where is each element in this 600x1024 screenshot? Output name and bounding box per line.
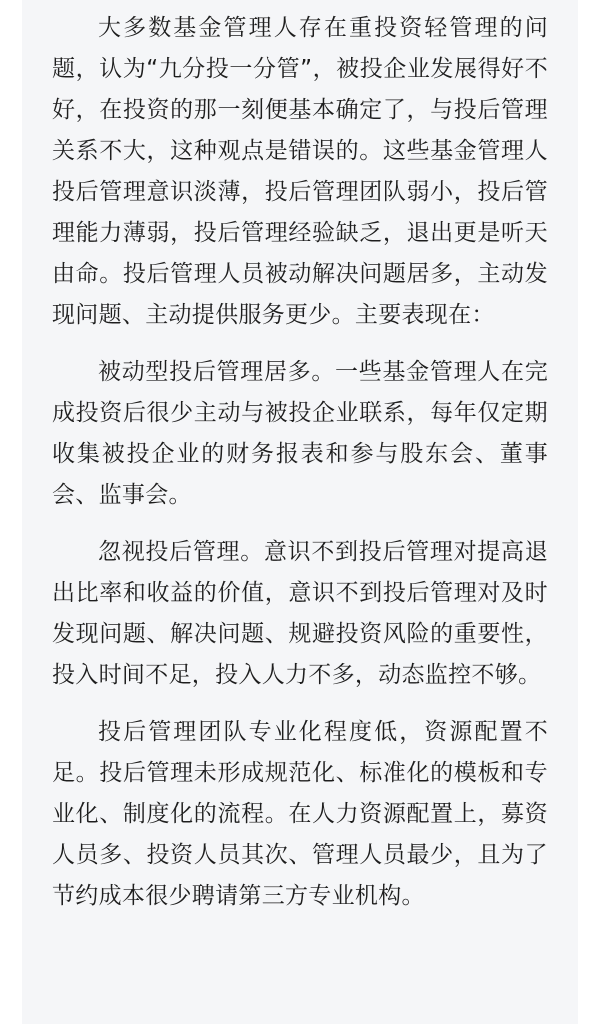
paragraph-low-professionalism: 投后管理团队专业化程度低，资源配置不足。投后管理未形成规范化、标准化的模板和专业化、制度化的流程。在人力资源配置上，募资人员多、投资人员其次、管理人员最少，且为了节约成本很少聘请第三方专业机构。 xyxy=(52,719,548,909)
paragraph-neglect-management: 忽视投后管理。意识不到投后管理对提高退出比率和收益的价值，意识不到投后管理对及时发现问题、解决问题、规避投资风险的重要性，投入时间不足，投入人力不多，动态监控不够。 xyxy=(52,539,548,688)
paragraph-intro: 大多数基金管理人存在重投资轻管理的问题，认为“九分投一分管”，被投企业发展得好不好，在投资的那一刻便基本确定了，与投后管理关系不大，这种观点是错误的。这些基金管理人投后管理意识淡薄，投后管理团队弱小，投后管理能力薄弱，投后管理经验缺乏，退出更是听天由命。投后管理人员被动解决问题居多，主动发现问题、主动提供服务更少。主要表现在： xyxy=(52,15,548,328)
article-body xyxy=(22,0,578,1024)
paragraph-passive-management: 被动型投后管理居多。一些基金管理人在完成投资后很少主动与被投企业联系，每年仅定期收集被投企业的财务报表和参与股东会、董事会、监事会。 xyxy=(52,359,548,508)
